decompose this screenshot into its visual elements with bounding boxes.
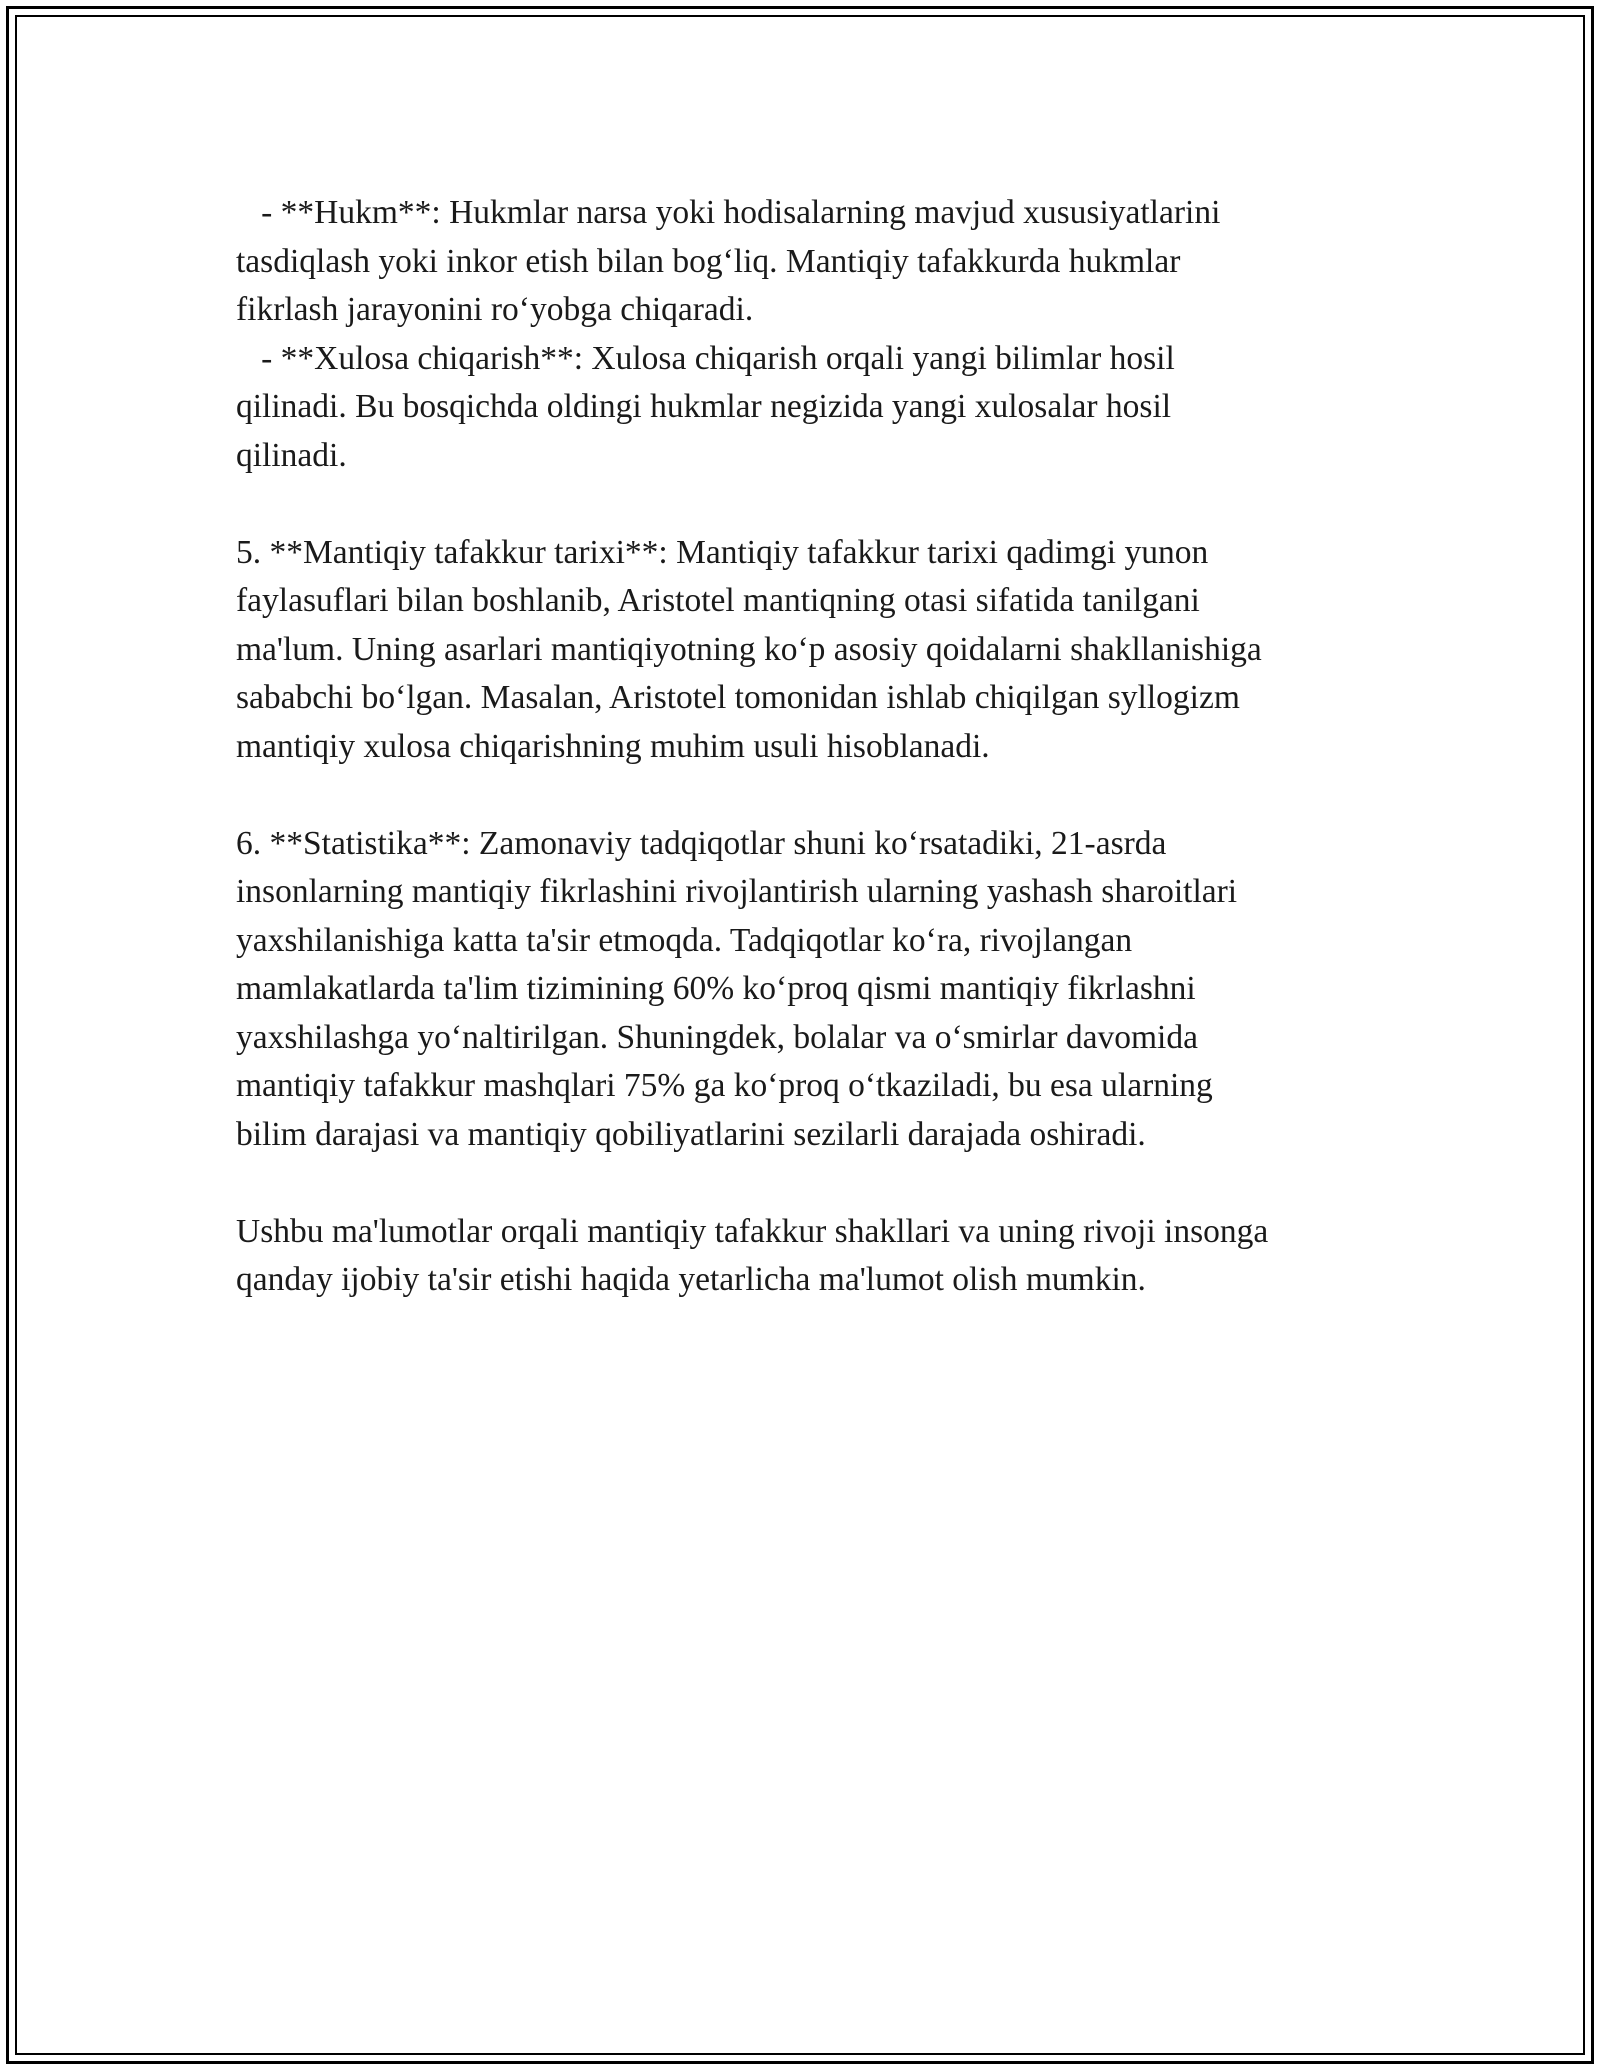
text-line: yaxshilanishiga katta ta'sir etmoqda. Tadqiqotlar ko‘ra, rivojlangan xyxy=(236,921,1133,959)
document-body xyxy=(236,189,1416,1305)
text-line: - **Hukm**: Hukmlar narsa yoki hodisalarning mavjud xususiyatlarini xyxy=(236,194,1221,231)
text-line: mamlakatlarda ta'lim tizimining 60% ko‘proq qismi mantiqiy fikrlashni xyxy=(236,970,1196,1007)
paragraph-conclusion xyxy=(236,1208,1416,1305)
text-line: bilim darajasi va mantiqiy qobiliyatlarini sezilarli darajada oshiradi. xyxy=(236,1115,1146,1153)
text-line: qilinadi. Bu bosqichda oldingi hukmlar negizida yangi xulosalar hosil xyxy=(236,388,1172,425)
text-line: faylasuflari bilan boshlanib, Aristotel mantiqning otasi sifatida tanilgani xyxy=(236,582,1200,619)
text-line: mantiqiy xulosa chiqarishning muhim usuli hisoblanadi. xyxy=(236,727,990,765)
text-line: 5. **Mantiqiy tafakkur tarixi**: Mantiqiy tafakkur tarixi qadimgi yunon xyxy=(236,533,1209,571)
text-line: qilinadi. xyxy=(236,436,347,474)
text-line: insonlarning mantiqiy fikrlashini rivojlantirish ularning yashash sharoitlari xyxy=(236,873,1238,910)
text-line: tasdiqlash yoki inkor etish bilan bog‘liq. Mantiqiy tafakkurda hukmlar xyxy=(236,242,1181,280)
paragraph-tafakkur-tarixi xyxy=(236,529,1416,772)
paragraph-hukm-xulosa xyxy=(236,189,1416,480)
paragraph-spacer xyxy=(236,771,1416,820)
text-line: yaxshilashga yo‘naltirilgan. Shuningdek, bolalar va o‘smirlar davomida xyxy=(236,1018,1198,1056)
paragraph-statistika xyxy=(236,820,1416,1160)
text-line: mantiqiy tafakkur mashqlari 75% ga ko‘proq o‘tkaziladi, bu esa ularning xyxy=(236,1067,1213,1104)
text-line: Ushbu ma'lumotlar orqali mantiqiy tafakkur shakllari va uning rivoji insonga xyxy=(236,1212,1269,1250)
text-line: 6. **Statistika**: Zamonaviy tadqiqotlar shuni ko‘rsatadiki, 21-asrda xyxy=(236,824,1167,862)
text-line: ma'lum. Uning asarlari mantiqiyotning ko‘p asosiy qoidalarni shakllanishiga xyxy=(236,630,1262,668)
paragraph-spacer xyxy=(236,480,1416,529)
text-line: sababchi bo‘lgan. Masalan, Aristotel tomonidan ishlab chiqilgan syllogizm xyxy=(236,679,1240,716)
text-line: - **Xulosa chiqarish**: Xulosa chiqarish orqali yangi bilimlar hosil xyxy=(236,339,1175,377)
paragraph-spacer xyxy=(236,1159,1416,1208)
text-line: fikrlash jarayonini ro‘yobga chiqaradi. xyxy=(236,291,754,328)
text-line: qanday ijobiy ta'sir etishi haqida yetarlicha ma'lumot olish mumkin. xyxy=(236,1261,1146,1298)
